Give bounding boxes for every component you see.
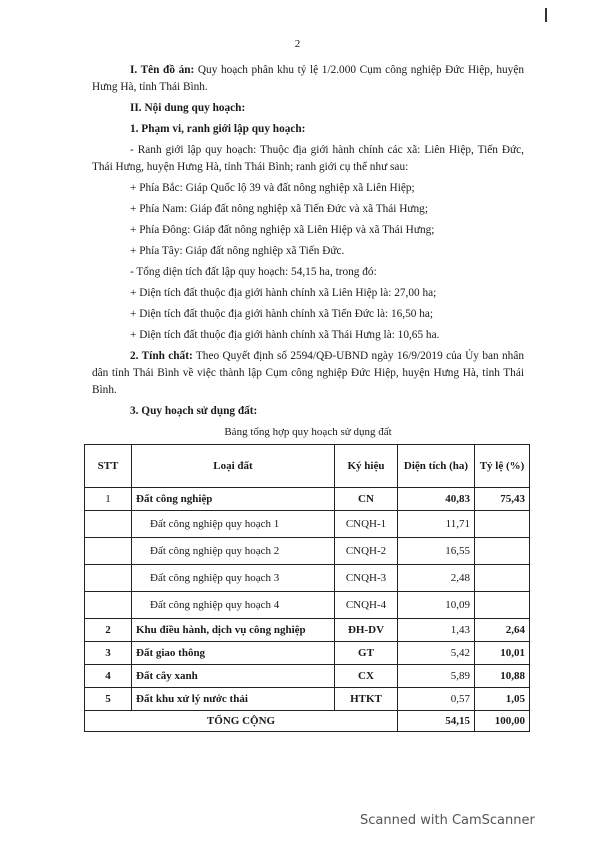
- cell-type: Đất công nghiệp quy hoạch 4: [132, 592, 335, 619]
- cell-type: Đất khu xử lý nước thải: [132, 688, 335, 711]
- area-tien-duc: + Diện tích đất thuộc địa giới hành chính xã Tiến Đức là: 16,50 ha;: [130, 308, 434, 320]
- nature-text: Theo Quyết định số 2594/QĐ-UBND ngày 16/9/2019 của Ủy ban nhân dân tỉnh Thái Bình về việc thành lập Cụm công nghiệp Đức Hiệp, huyện Hưng Hà, tỉnh Thái Bình.: [92, 350, 524, 396]
- cell-area: 1,43: [398, 619, 475, 642]
- total-label: TỔNG CỘNG: [85, 711, 398, 732]
- boundary-east: + Phía Đông: Giáp đất nông nghiệp xã Liên Hiệp và xã Thái Hưng;: [130, 224, 435, 236]
- land-use-heading: 3. Quy hoạch sử dụng đất:: [130, 405, 258, 417]
- cell-symbol: CNQH-3: [335, 565, 398, 592]
- table-header-row: [85, 445, 530, 488]
- table-row: [85, 488, 530, 511]
- cell-area: 5,89: [398, 665, 475, 688]
- land-use-table: [84, 444, 530, 732]
- cell-stt: 5: [85, 688, 132, 711]
- table-row: [85, 642, 530, 665]
- cell-ratio: [475, 565, 530, 592]
- cell-symbol: CNQH-1: [335, 511, 398, 538]
- area-lien-hiep: + Diện tích đất thuộc địa giới hành chính xã Liên Hiệp là: 27,00 ha;: [130, 287, 437, 299]
- cell-symbol: HTKT: [335, 688, 398, 711]
- table-total-row: [85, 711, 530, 732]
- cell-area: 0,57: [398, 688, 475, 711]
- table-row: [85, 688, 530, 711]
- total-area: - Tổng diện tích đất lập quy hoạch: 54,15 ha, trong đó:: [130, 266, 377, 278]
- cell-ratio: 1,05: [475, 688, 530, 711]
- cell-symbol: GT: [335, 642, 398, 665]
- total-area: 54,15: [398, 711, 475, 732]
- scan-corner-mark: [545, 8, 555, 22]
- cell-ratio: [475, 592, 530, 619]
- cell-stt: 1: [85, 488, 132, 511]
- area-thai-hung: + Diện tích đất thuộc địa giới hành chính xã Thái Hưng là: 10,65 ha.: [130, 329, 440, 341]
- section-project-name: [92, 62, 524, 96]
- cell-stt: 3: [85, 642, 132, 665]
- header-stt: STT: [85, 445, 132, 488]
- cell-ratio: 10,88: [475, 665, 530, 688]
- table-row: [85, 619, 530, 642]
- cell-stt: [85, 592, 132, 619]
- cell-ratio: [475, 538, 530, 565]
- boundary-south: + Phía Nam: Giáp đất nông nghiệp xã Tiến Đức và xã Thái Hưng;: [130, 203, 428, 215]
- cell-symbol: ĐH-DV: [335, 619, 398, 642]
- cell-symbol: CX: [335, 665, 398, 688]
- cell-area: 2,48: [398, 565, 475, 592]
- cell-type: Đất công nghiệp quy hoạch 2: [132, 538, 335, 565]
- boundary-north: + Phía Bắc: Giáp Quốc lộ 39 và đất nông nghiệp xã Liên Hiệp;: [130, 182, 415, 194]
- header-symbol: Ký hiệu: [335, 445, 398, 488]
- scope-boundary: - Ranh giới lập quy hoạch: Thuộc địa giới hành chính các xã: Liên Hiệp, Tiến Đức, Thái Hưng, huyện Hưng Hà, tỉnh Thái Bình; ranh giới cụ thể như sau:: [92, 144, 524, 173]
- cell-area: 40,83: [398, 488, 475, 511]
- table-row: [85, 592, 530, 619]
- cell-area: 5,42: [398, 642, 475, 665]
- section-project-name-text: Quy hoạch phân khu tỷ lệ 1/2.000 Cụm công nghiệp Đức Hiệp, huyện Hưng Hà, tỉnh Thái Bình.: [92, 64, 524, 93]
- cell-ratio: 75,43: [475, 488, 530, 511]
- total-ratio: 100,00: [475, 711, 530, 732]
- cell-stt: [85, 538, 132, 565]
- header-ratio: Tỷ lệ (%): [475, 445, 530, 488]
- cell-type: Đất công nghiệp quy hoạch 3: [132, 565, 335, 592]
- table-row: [85, 565, 530, 592]
- header-area: Diện tích (ha): [398, 445, 475, 488]
- cell-area: 11,71: [398, 511, 475, 538]
- document-body: [92, 62, 524, 732]
- camscanner-watermark: Scanned with CamScanner: [360, 813, 535, 828]
- table-caption: Bảng tổng hợp quy hoạch sử dụng đất: [224, 426, 392, 438]
- boundary-west: + Phía Tây: Giáp đất nông nghiệp xã Tiến Đức.: [130, 245, 345, 257]
- cell-symbol: CNQH-4: [335, 592, 398, 619]
- section-project-name-heading: I. Tên đồ án:: [130, 64, 195, 76]
- cell-stt: [85, 565, 132, 592]
- table-row: [85, 538, 530, 565]
- cell-area: 10,09: [398, 592, 475, 619]
- cell-type: Đất công nghiệp: [132, 488, 335, 511]
- cell-type: Đất công nghiệp quy hoạch 1: [132, 511, 335, 538]
- nature-section: [92, 348, 524, 399]
- cell-ratio: 10,01: [475, 642, 530, 665]
- cell-area: 16,55: [398, 538, 475, 565]
- page-number: 2: [294, 38, 301, 50]
- cell-ratio: [475, 511, 530, 538]
- cell-type: Đất giao thông: [132, 642, 335, 665]
- cell-symbol: CNQH-2: [335, 538, 398, 565]
- cell-symbol: CN: [335, 488, 398, 511]
- scope-heading: 1. Phạm vi, ranh giới lập quy hoạch:: [130, 123, 306, 135]
- section-content-heading: II. Nội dung quy hoạch:: [130, 102, 246, 114]
- table-row: [85, 665, 530, 688]
- cell-stt: 2: [85, 619, 132, 642]
- nature-heading: 2. Tính chất:: [130, 350, 193, 362]
- cell-ratio: 2,64: [475, 619, 530, 642]
- cell-type: Đất cây xanh: [132, 665, 335, 688]
- cell-stt: 4: [85, 665, 132, 688]
- cell-type: Khu điều hành, dịch vụ công nghiệp: [132, 619, 335, 642]
- table-row: [85, 511, 530, 538]
- header-type: Loại đất: [132, 445, 335, 488]
- cell-stt: [85, 511, 132, 538]
